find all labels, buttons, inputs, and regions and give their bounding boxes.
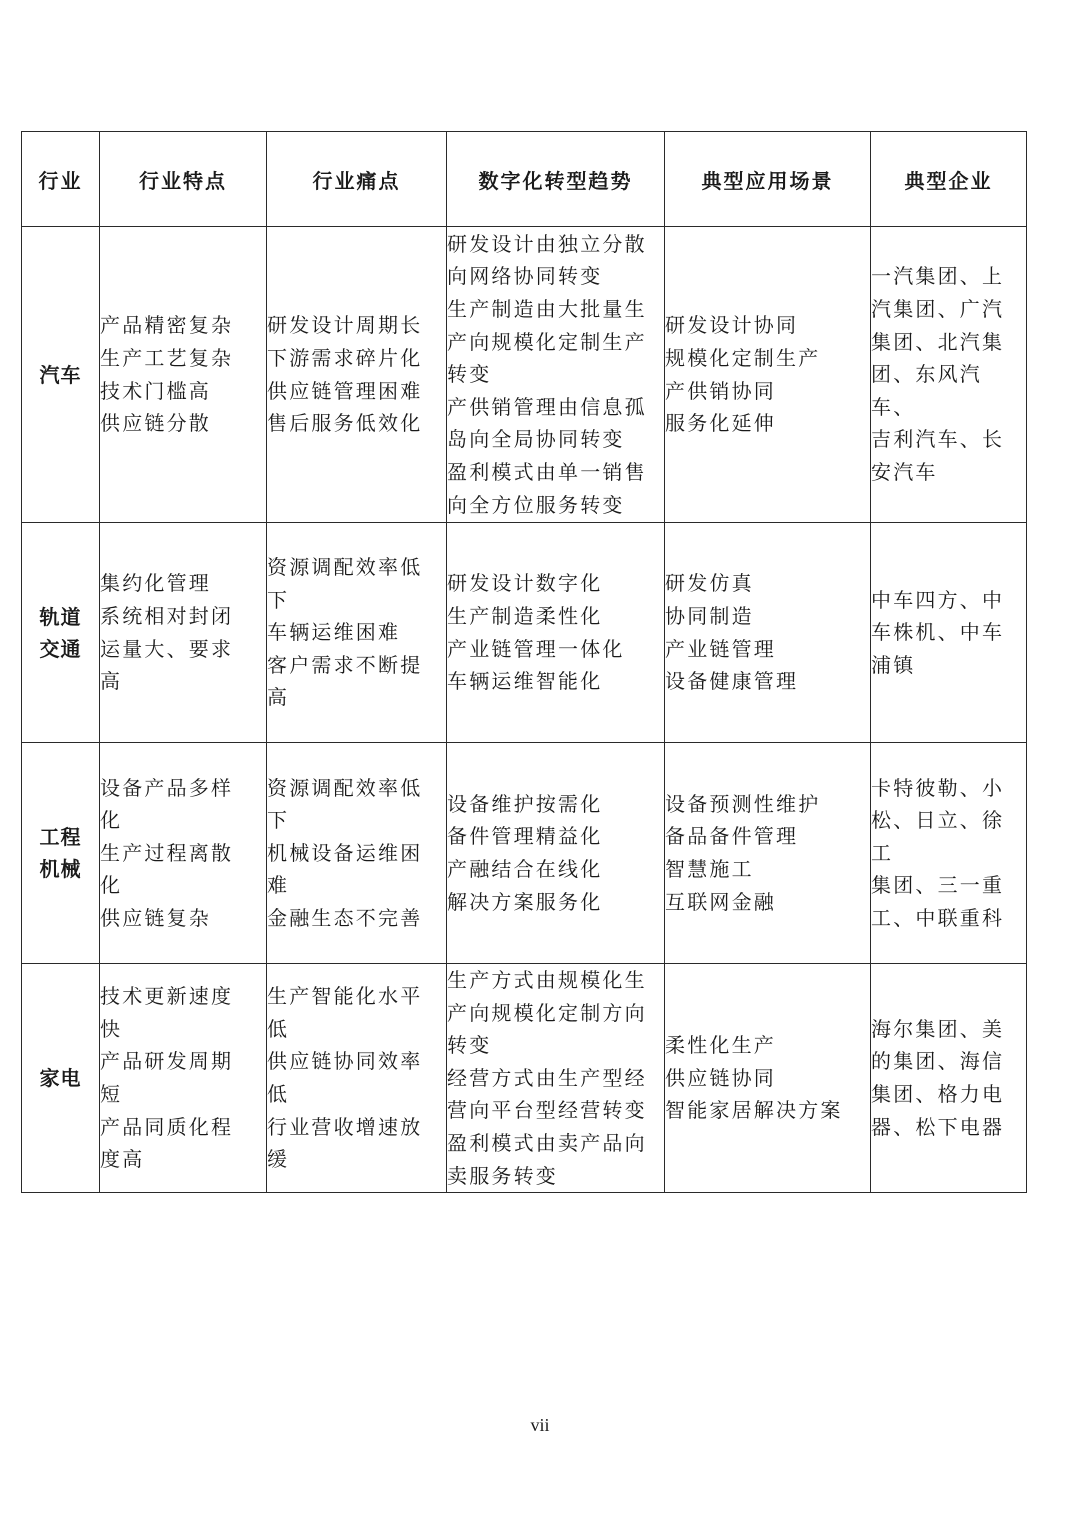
pain-points-line: 下 bbox=[267, 587, 290, 612]
pain-points-line: 研发设计周期长 bbox=[267, 313, 423, 338]
pain-points-cell bbox=[267, 523, 447, 743]
scenarios-line: 备品备件管理 bbox=[665, 824, 799, 849]
trends-line: 生产制造柔性化 bbox=[447, 603, 603, 628]
pain-points-line: 生产智能化水平 bbox=[267, 984, 423, 1009]
companies-cell bbox=[871, 964, 1027, 1193]
industry-line: 交通 bbox=[39, 636, 82, 661]
industry-cell bbox=[22, 227, 100, 523]
table-row bbox=[22, 523, 1027, 743]
companies-line: 团、东风汽车、 bbox=[871, 362, 982, 419]
trends-line: 岛向全局协同转变 bbox=[447, 427, 625, 452]
companies-line: 集团、格力电 bbox=[871, 1082, 1005, 1107]
features-line: 技术门槛高 bbox=[100, 378, 211, 403]
table-row bbox=[22, 743, 1027, 964]
companies-line: 海尔集团、美 bbox=[871, 1016, 1005, 1041]
pain-points-line: 售后服务低效化 bbox=[267, 411, 423, 436]
pain-points-line: 下 bbox=[267, 808, 290, 833]
trends-line: 产供销管理由信息孤 bbox=[447, 394, 647, 419]
companies-line: 集团、三一重 bbox=[871, 873, 1005, 898]
industry-line: 轨道 bbox=[39, 604, 82, 629]
companies-line: 的集团、海信 bbox=[871, 1049, 1005, 1074]
companies-line: 松、日立、徐工 bbox=[871, 808, 1005, 865]
header-scenarios: 典型应用场景 bbox=[665, 132, 871, 227]
trends-line: 车辆运维智能化 bbox=[447, 669, 603, 694]
industry-line: 机械 bbox=[39, 857, 82, 881]
pain-points-line: 供应链协同效率 bbox=[267, 1049, 423, 1074]
scenarios-line: 设备健康管理 bbox=[665, 669, 799, 694]
scenarios-line: 产业链管理 bbox=[665, 636, 776, 661]
features-line: 技术更新速度 bbox=[100, 984, 234, 1009]
industry-line: 工程 bbox=[39, 825, 82, 849]
features-line: 产品精密复杂 bbox=[100, 313, 234, 338]
features-line: 短 bbox=[100, 1082, 123, 1107]
features-cell bbox=[100, 743, 267, 964]
features-line: 生产过程离散 bbox=[100, 840, 234, 865]
companies-line: 工、中联重科 bbox=[871, 905, 1005, 930]
industry-cell bbox=[22, 964, 100, 1193]
trends-line: 研发设计由独立分散 bbox=[447, 231, 647, 256]
features-cell bbox=[100, 523, 267, 743]
trends-line: 产业链管理一体化 bbox=[447, 636, 625, 661]
industry-line: 家电 bbox=[39, 1066, 82, 1091]
trends-line: 解决方案服务化 bbox=[447, 889, 603, 914]
scenarios-line: 规模化定制生产 bbox=[665, 345, 821, 370]
header-trends: 数字化转型趋势 bbox=[447, 132, 665, 227]
pain-points-line: 低 bbox=[267, 1082, 290, 1107]
scenarios-line: 智能家居解决方案 bbox=[665, 1098, 843, 1123]
companies-line: 浦镇 bbox=[871, 652, 916, 677]
trends-line: 研发设计数字化 bbox=[447, 571, 603, 596]
scenarios-line: 设备预测性维护 bbox=[665, 791, 821, 816]
industry-cell bbox=[22, 743, 100, 964]
features-line: 生产工艺复杂 bbox=[100, 345, 234, 370]
companies-line: 车株机、中车 bbox=[871, 620, 1005, 645]
trends-line: 备件管理精益化 bbox=[447, 824, 603, 849]
scenarios-line: 柔性化生产 bbox=[665, 1033, 776, 1058]
scenarios-line: 研发设计协同 bbox=[665, 313, 799, 338]
trends-line: 经营方式由生产型经 bbox=[447, 1065, 647, 1090]
scenarios-line: 互联网金融 bbox=[665, 889, 776, 914]
trends-line: 转变 bbox=[447, 1033, 492, 1058]
trends-cell bbox=[447, 227, 665, 523]
pain-points-line: 机械设备运维困 bbox=[267, 840, 423, 865]
scenarios-cell bbox=[665, 227, 871, 523]
scenarios-line: 研发仿真 bbox=[665, 571, 754, 596]
trends-line: 转变 bbox=[447, 362, 492, 387]
pain-points-line: 行业营收增速放 bbox=[267, 1114, 423, 1139]
companies-cell bbox=[871, 227, 1027, 523]
pain-points-line: 客户需求不断提 bbox=[267, 652, 423, 677]
pain-points-line: 低 bbox=[267, 1016, 290, 1041]
companies-line: 卡特彼勒、小 bbox=[871, 775, 1005, 800]
companies-line: 吉利汽车、长 bbox=[871, 427, 1005, 452]
header-industry: 行业 bbox=[22, 132, 100, 227]
page-number: vii bbox=[530, 1415, 550, 1435]
table-row bbox=[22, 227, 1027, 523]
features-cell bbox=[100, 964, 267, 1193]
features-line: 供应链分散 bbox=[100, 411, 211, 436]
pain-points-line: 金融生态不完善 bbox=[267, 905, 423, 930]
pain-points-line: 资源调配效率低 bbox=[267, 775, 423, 800]
features-line: 供应链复杂 bbox=[100, 905, 211, 930]
pain-points-line: 缓 bbox=[267, 1147, 290, 1172]
features-cell bbox=[100, 227, 267, 523]
pain-points-line: 下游需求碎片化 bbox=[267, 345, 423, 370]
table-row bbox=[22, 964, 1027, 1193]
features-line: 运量大、要求 bbox=[100, 636, 234, 661]
scenarios-line: 协同制造 bbox=[665, 603, 754, 628]
features-line: 产品同质化程 bbox=[100, 1114, 234, 1139]
features-line: 系统相对封闭 bbox=[100, 603, 234, 628]
table-header-row bbox=[22, 132, 1027, 227]
trends-line: 向网络协同转变 bbox=[447, 264, 603, 289]
trends-line: 产向规模化定制方向 bbox=[447, 1000, 647, 1025]
trends-cell bbox=[447, 523, 665, 743]
features-line: 高 bbox=[100, 669, 123, 694]
companies-line: 集团、北汽集 bbox=[871, 329, 1005, 354]
scenarios-line: 服务化延伸 bbox=[665, 411, 776, 436]
trends-line: 盈利模式由单一销售 bbox=[447, 459, 647, 484]
industry-cell bbox=[22, 523, 100, 743]
trends-line: 卖服务转变 bbox=[447, 1163, 558, 1188]
companies-line: 一汽集团、上 bbox=[871, 264, 1005, 289]
features-line: 化 bbox=[100, 808, 123, 833]
scenarios-line: 智慧施工 bbox=[665, 857, 754, 881]
industry-line: 汽车 bbox=[39, 362, 82, 387]
scenarios-cell bbox=[665, 523, 871, 743]
industry-table bbox=[21, 131, 1027, 1193]
pain-points-line: 车辆运维困难 bbox=[267, 620, 401, 645]
companies-cell bbox=[871, 743, 1027, 964]
trends-line: 生产制造由大批量生 bbox=[447, 297, 647, 322]
header-companies: 典型企业 bbox=[871, 132, 1027, 227]
features-line: 产品研发周期 bbox=[100, 1049, 234, 1074]
trends-cell bbox=[447, 743, 665, 964]
pain-points-cell bbox=[267, 964, 447, 1193]
companies-line: 汽集团、广汽 bbox=[871, 297, 1005, 322]
pain-points-line: 资源调配效率低 bbox=[267, 555, 423, 580]
features-line: 集约化管理 bbox=[100, 571, 211, 596]
features-line: 度高 bbox=[100, 1147, 145, 1172]
trends-cell bbox=[447, 964, 665, 1193]
trends-line: 产向规模化定制生产 bbox=[447, 329, 647, 354]
companies-line: 中车四方、中 bbox=[871, 587, 1005, 612]
pain-points-line: 供应链管理困难 bbox=[267, 378, 423, 403]
pain-points-cell bbox=[267, 743, 447, 964]
trends-line: 盈利模式由卖产品向 bbox=[447, 1130, 647, 1155]
companies-cell bbox=[871, 523, 1027, 743]
trends-line: 生产方式由规模化生 bbox=[447, 968, 647, 992]
header-pain-points: 行业痛点 bbox=[267, 132, 447, 227]
features-line: 设备产品多样 bbox=[100, 775, 234, 800]
trends-line: 向全方位服务转变 bbox=[447, 492, 625, 517]
scenarios-cell bbox=[665, 964, 871, 1193]
trends-line: 产融结合在线化 bbox=[447, 857, 603, 881]
header-features: 行业特点 bbox=[100, 132, 267, 227]
pain-points-cell bbox=[267, 227, 447, 523]
scenarios-cell bbox=[665, 743, 871, 964]
companies-line: 器、松下电器 bbox=[871, 1114, 1005, 1139]
features-line: 化 bbox=[100, 873, 123, 898]
scenarios-line: 产供销协同 bbox=[665, 378, 776, 403]
scenarios-line: 供应链协同 bbox=[665, 1065, 776, 1090]
trends-line: 设备维护按需化 bbox=[447, 791, 603, 816]
pain-points-line: 高 bbox=[267, 685, 290, 710]
features-line: 快 bbox=[100, 1016, 123, 1041]
trends-line: 营向平台型经营转变 bbox=[447, 1098, 647, 1123]
companies-line: 安汽车 bbox=[871, 459, 938, 484]
pain-points-line: 难 bbox=[267, 873, 290, 898]
